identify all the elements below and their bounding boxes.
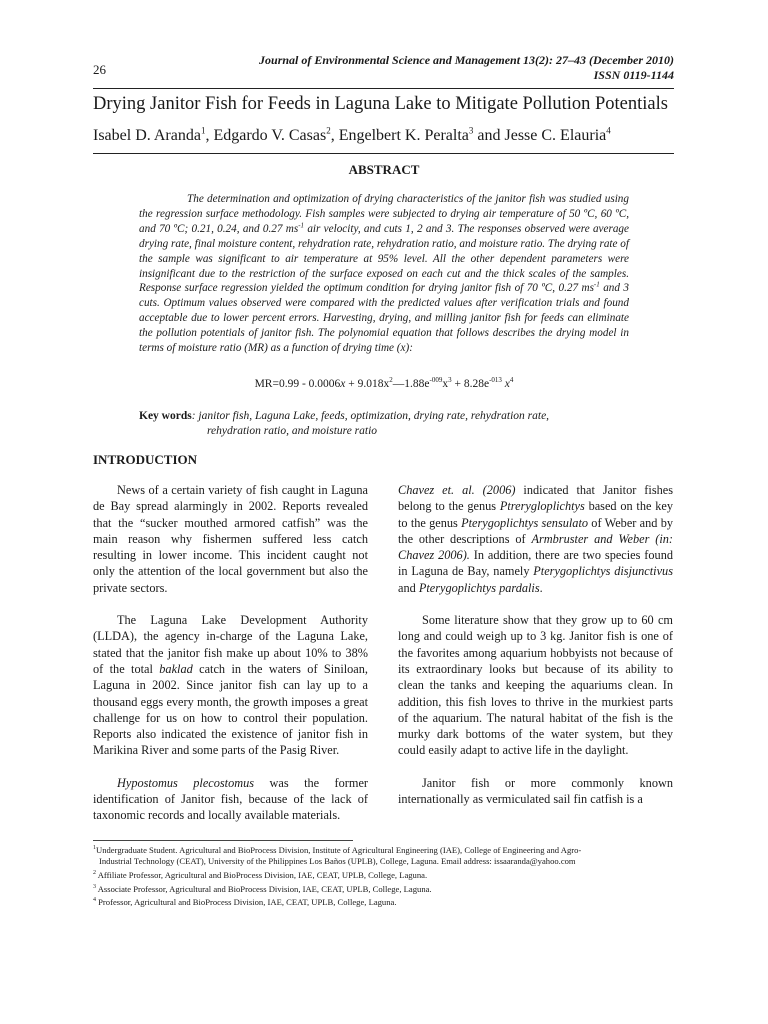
- footnotes: [93, 843, 678, 908]
- paper-title: Drying Janitor Fish for Feeds in Laguna Lake to Mitigate Pollution Potentials: [93, 94, 668, 114]
- author-1: Isabel D. Aranda$^1$,: [93, 126, 214, 145]
- keywords-line-2: rehydration ratio, and moisture ratio: [207, 425, 378, 437]
- title-rule: [93, 153, 674, 154]
- drying-model-equation: $MR=0.99 - 0.0006x + 9.018x^2—1.88e^{-009}x^3 + 8.28e^{-013}$ $x^4$: [254, 376, 514, 390]
- introduction-heading: INTRODUCTION: [93, 452, 198, 467]
- footnote-1: $^1$Undergraduate Student. Agricultural and BioProcess Division, Institute of Agricultural Engineering (IAE), College of Engineering and Agro-: [93, 844, 582, 855]
- footnote-4: $^4$ Professor, Agricultural and BioProcess Division, IAE, CEAT, UPLB, College, Laguna.: [93, 896, 397, 907]
- author-2: Edgardo V. Casas$^2$,: [213, 126, 339, 145]
- keywords: [139, 409, 629, 439]
- author-3: Engelbert K. Peralta$^3$ and: [338, 126, 505, 145]
- footnote-2: $^2$ Affiliate Professor, Agricultural and BioProcess Division, IAE, CEAT, UPLB, College, Laguna.: [93, 869, 428, 880]
- journal-citation: [259, 53, 674, 83]
- intro-paragraph-1: News of a certain variety of fish caught in Laguna de Bay spread alarmingly in 2002. Reports revealed that the “sucker mouthed armored catfish” was the main reason why fishermen suffered less catch resulting in lower income. This incident caught not only the attention of the local government but also the private sectors.: [93, 483, 368, 595]
- author-4: Jesse C. Elauria$^4$: [504, 126, 611, 145]
- left-column: [93, 482, 368, 840]
- intro-paragraph-4: Chavez et. al. (2006) indicated that Janitor fishes belong to the genus Ptrerygloplichtys based on the key to the genus Pterygoplichtys sensulato of Weber and by the other descriptions of Armbruster and Weber (in: Chavez 2006). In addition, there are two species found in Laguna de Bay, namely Pterygoplichtys disjunctivus and Pterygoplichtys pardalis.: [398, 483, 673, 595]
- keywords-label: Key words: [139, 410, 192, 422]
- keywords-line-1: : janitor fish, Laguna Lake, feeds, optimization, drying rate, rehydration rate,: [191, 410, 550, 422]
- author-list: [93, 126, 611, 145]
- footnote-3: $^3$ Associate Professor, Agricultural and BioProcess Division, IAE, CEAT, UPLB, College, Laguna.: [93, 883, 432, 894]
- header-rule: [93, 88, 674, 89]
- intro-paragraph-6: Janitor fish or more commonly known internationally as vermiculated sail fin catfish is a: [398, 775, 673, 807]
- journal-line-2: ISSN 0119-1144: [593, 68, 674, 82]
- page-number: 26: [93, 62, 106, 77]
- abstract-text: The determination and optimization of drying characteristics of the janitor fish was studied using the regression surface methodology. Fish samples were subjected to drying air temperature of 50 ºC, 60 ºC, and 70 ºC; 0.21, 0.24, and 0.27 $ms^{-1}$ air velocity, and cuts 1, 2 and 3. The responses observed were average drying rate, final moisture content, rehydration rate, rehydration ratio, and moisture ratio. The drying rate of the sample was significant to air temperature at 95% level. All the other dependent parameters were insignificant due to the restriction of the surface exposed on each cut and the thick scales of the samples. Response surface regression yielded the optimum condition for drying janitor fish of 70 ºC, 0.27 $ms^{-1}$ and 3 cuts. Optimum values observed were compared with the predicted values after verification trials and found acceptable due to lower percent errors. Harvesting, drying, and milling janitor fish for feeds can eliminate the pollution potentials of janitor fish. The polynomial equation that follows describes the drying model in terms of moisture ratio (MR) as a function of drying time (x):: [139, 193, 629, 355]
- abstract-heading: ABSTRACT: [348, 162, 420, 177]
- intro-paragraph-5: Some literature show that they grow up to 60 cm long and could weigh up to 3 kg. Janitor fish is one of the favorites among aquarium hobbyists not because of its extraordinary looks but because of its ability to clean the tanks and keeping the aquariums clean. In addition, this fish loves to thrive in the murkiest parts of the aquarium. The natural habitat of the fish is the murky dark bottoms of the water system, but they could easily adapt to active life in the daylight.: [398, 613, 673, 758]
- journal-line-1: Journal of Environmental Science and Management 13(2): 27–43 (December 2010): [259, 53, 674, 67]
- intro-paragraph-3: Hypostomus plecostomus was the former identification of Janitor fish, because of the lack of taxonomic records and locally available materials.: [93, 775, 368, 823]
- right-column: [398, 482, 673, 823]
- footnote-1-cont: Industrial Technology (CEAT), University of the Philippines Los Baños (UPLB), College, Laguna. Email address: issaaranda@yahoo.com: [99, 856, 576, 867]
- footnote-rule: [93, 840, 353, 841]
- intro-paragraph-2: The Laguna Lake Development Authority (LLDA), the agency in-charge of the Laguna Lake, stated that the janitor fish make up about 10% to 38% of the total baklad catch in the waters of Siniloan, Laguna in 2002. Since janitor fish can lay up to a thousand eggs every month, the growth imposes a great challenge for us on how to control their population. Reports also indicated the existence of janitor fish in Marikina River and some parts of the Pasig River.: [93, 613, 368, 758]
